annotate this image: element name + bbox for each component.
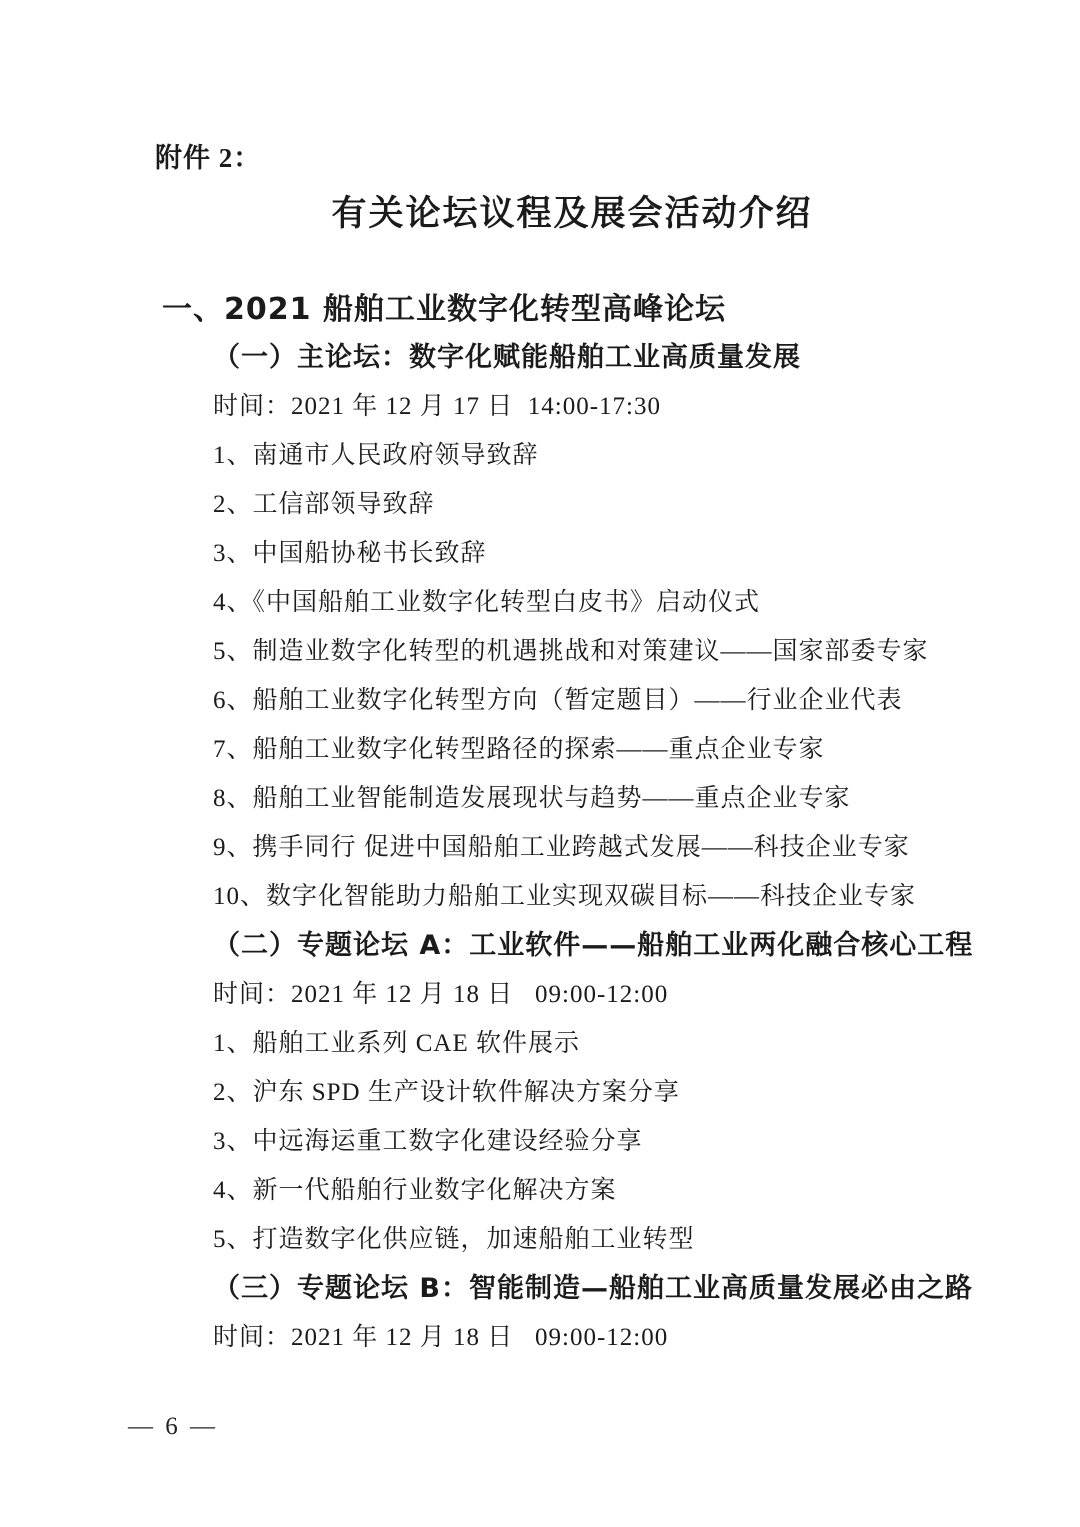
forum-2-item-5: 5、打造数字化供应链，加速船舶工业转型	[213, 1226, 695, 1253]
forum-1-time: 时间：2021 年 12 月 17 日 14:00-17:30	[213, 393, 661, 420]
document-title: 有关论坛议程及展会活动介绍	[331, 194, 813, 234]
page-number: — 6 —	[128, 1413, 218, 1440]
section-heading: 一、2021 船舶工业数字化转型高峰论坛	[162, 292, 726, 327]
forum-1-item-9: 9、携手同行 促进中国船舶工业跨越式发展——科技企业专家	[213, 834, 910, 861]
forum-1-item-5: 5、制造业数字化转型的机遇挑战和对策建议——国家部委专家	[213, 638, 929, 665]
forum-3-time: 时间：2021 年 12 月 18 日 09:00-12:00	[213, 1324, 669, 1351]
forum-2-item-3: 3、中远海运重工数字化建设经验分享	[213, 1128, 643, 1155]
forum-1-item-2: 2、工信部领导致辞	[213, 491, 435, 518]
forum-3-heading: （三）专题论坛 B：智能制造—船舶工业高质量发展必由之路	[213, 1273, 973, 1304]
forum-2-heading: （二）专题论坛 A：工业软件——船舶工业两化融合核心工程	[213, 930, 974, 961]
forum-1-item-3: 3、中国船协秘书长致辞	[213, 540, 487, 567]
forum-1-item-8: 8、船舶工业智能制造发展现状与趋势——重点企业专家	[213, 785, 851, 812]
forum-2-item-1: 1、船舶工业系列 CAE 软件展示	[213, 1030, 581, 1057]
forum-1-item-6: 6、船舶工业数字化转型方向（暂定题目）——行业企业代表	[213, 687, 903, 714]
attachment-label: 附件 2：	[155, 143, 262, 173]
forum-2-item-4: 4、新一代船舶行业数字化解决方案	[213, 1177, 617, 1204]
forum-1-heading: （一）主论坛：数字化赋能船舶工业高质量发展	[213, 342, 801, 373]
forum-1-item-7: 7、船舶工业数字化转型路径的探索——重点企业专家	[213, 736, 825, 763]
forum-2-item-2: 2、沪东 SPD 生产设计软件解决方案分享	[213, 1079, 680, 1106]
forum-1-item-10: 10、数字化智能助力船舶工业实现双碳目标——科技企业专家	[213, 883, 917, 910]
agenda-content	[213, 333, 1050, 1362]
forum-1-item-4: 4、《中国船舶工业数字化转型白皮书》启动仪式	[213, 589, 761, 616]
forum-1-item-1: 1、南通市人民政府领导致辞	[213, 442, 539, 469]
forum-2-time: 时间：2021 年 12 月 18 日 09:00-12:00	[213, 981, 669, 1008]
